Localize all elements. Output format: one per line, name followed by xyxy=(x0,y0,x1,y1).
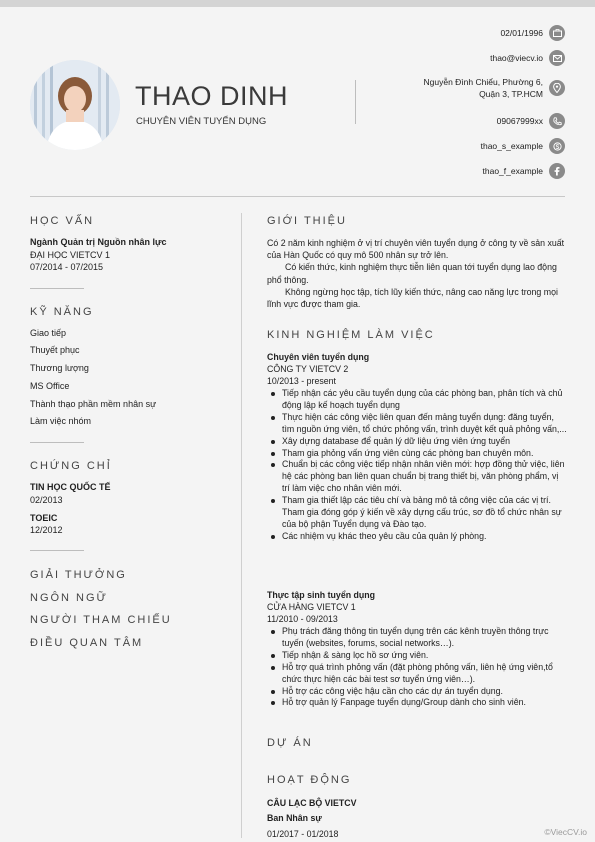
contact-address xyxy=(424,76,565,100)
job-bullet: Các nhiệm vụ khác theo yêu cầu của quản lý phòng. xyxy=(267,531,567,543)
divider xyxy=(30,550,84,551)
contact-skype xyxy=(481,138,565,154)
divider xyxy=(30,442,84,443)
contact-email xyxy=(490,50,565,66)
certificate-name: TIN HỌC QUỐC TẾ xyxy=(30,482,111,492)
intro-title: GIỚI THIỆU xyxy=(267,215,347,227)
contact-birthdate xyxy=(500,25,565,41)
contact-birthdate-text: 02/01/1996 xyxy=(500,28,543,38)
skill-item: Thương lượng xyxy=(30,363,89,373)
education-period: 07/2014 - 07/2015 xyxy=(30,262,104,272)
header-separator xyxy=(30,196,565,197)
skill-item: Thành thạo phần mềm nhân sự xyxy=(30,399,157,409)
activity-period: 01/2017 - 01/2018 xyxy=(267,829,339,839)
job-position: Chuyên viên tuyển dụng xyxy=(267,352,370,362)
briefcase-icon xyxy=(549,25,565,41)
facebook-icon xyxy=(549,163,565,179)
job-bullet: Thực hiện các công việc liên quan đến mảng tuyển dụng: đăng tuyển, tìm nguồn ứng viên, tổ chức phỏng vấn, trình duyệt kết quả phỏng vấn,... xyxy=(267,412,567,436)
contact-address-line2: Quận 3, TP.HCM xyxy=(479,89,543,99)
job-period: 10/2013 - present xyxy=(267,376,336,386)
job-period: 11/2010 - 09/2013 xyxy=(267,614,338,624)
intro-paragraph: Không ngừng học tập, tích lũy kiến thức, nâng cao năng lực trong mọi lĩnh vực được tham gia. xyxy=(267,286,558,310)
intro-paragraph: Có 2 năm kinh nghiệm ở vị trí chuyên viên tuyển dụng ở công ty về sản xuất của Hàn Quốc có quy mô 500 nhân sự trở lên. xyxy=(267,238,565,261)
contact-email-text[interactable]: thao@viecv.io xyxy=(490,53,543,63)
contact-facebook-text[interactable]: thao_f_example xyxy=(482,166,543,176)
contact-address-text xyxy=(424,76,543,100)
job-entry xyxy=(267,351,567,543)
experience-title: KINH NGHIỆM LÀM VIỆC xyxy=(267,329,435,341)
job-bullets xyxy=(267,626,567,709)
interests-title: ĐIỀU QUAN TÂM xyxy=(30,637,144,649)
profile-photo xyxy=(30,60,120,150)
column-separator xyxy=(241,213,242,838)
job-bullet: Tiếp nhận & sàng lọc hồ sơ ứng viên. xyxy=(267,650,567,662)
certificate-date: 12/2012 xyxy=(30,525,63,535)
job-bullet: Tham gia thiết lập các tiêu chí và bảng mô tả công việc của các vị trí. Tham gia đóng góp ý kiến về xây dựng cấu trúc, sơ đồ tổ chức nhân sự của bộ phận Tuyển dụng và Đào tạo. xyxy=(267,495,567,531)
activity-org: CÂU LẠC BỘ VIETCV xyxy=(267,798,357,808)
certificate-date: 02/2013 xyxy=(30,495,63,505)
mail-icon xyxy=(549,50,565,66)
skill-item: Thuyết phục xyxy=(30,345,80,355)
contact-skype-text[interactable]: thao_s_example xyxy=(480,141,543,151)
intro-paragraph: Có kiến thức, kinh nghiệm thực tiễn liên quan tới tuyển dụng lao động phổ thông. xyxy=(267,262,557,285)
skill-item: Giao tiếp xyxy=(30,328,67,338)
activities-title: HOẠT ĐỘNG xyxy=(267,774,352,786)
contact-phone-text[interactable]: 09067999xx xyxy=(496,116,543,126)
job-bullet: Phụ trách đăng thông tin tuyển dụng trên các kênh truyền thông trực tuyến (websites, forums, social networks…). xyxy=(267,626,567,650)
divider xyxy=(30,288,84,289)
projects-title: DỰ ÁN xyxy=(267,737,313,749)
job-company: CỬA HÀNG VIETCV 1 xyxy=(267,602,356,612)
job-entry xyxy=(267,589,567,709)
education-school: ĐẠI HỌC VIETCV 1 xyxy=(30,250,111,260)
activity-role: Ban Nhân sự xyxy=(267,813,322,823)
phone-icon xyxy=(549,113,565,129)
candidate-name: THAO DINH xyxy=(135,81,288,111)
job-position: Thực tập sinh tuyển dụng xyxy=(267,590,376,600)
skype-icon xyxy=(549,138,565,154)
job-bullet: Tham gia phỏng vấn ứng viên cùng các phòng ban chuyên môn. xyxy=(267,448,567,460)
location-icon xyxy=(549,80,565,96)
job-bullet: Tiếp nhận các yêu cầu tuyển dụng của các phòng ban, phân tích và chủ động lập kế hoạch tuyển dụng xyxy=(267,388,567,412)
certificate-name: TOEIC xyxy=(30,513,58,523)
job-bullet: Hỗ trợ quá trình phỏng vấn (đặt phòng phỏng vấn, liên hệ ứng viên,tổ chức thực hiện các bài test sơ tuyển ứng viên…). xyxy=(267,662,567,686)
footer-watermark: ©ViecCV.io xyxy=(544,827,587,837)
contact-phone xyxy=(497,113,565,129)
job-bullet: Xây dựng database để quản lý dữ liệu ứng viên ứng tuyển xyxy=(267,436,567,448)
languages-title: NGÔN NGỮ xyxy=(30,592,108,604)
top-bar xyxy=(0,0,595,7)
job-bullet: Hỗ trợ quản lý Fanpage tuyển dụng/Group dành cho sinh viên. xyxy=(267,697,567,709)
job-bullets xyxy=(267,388,567,543)
job-bullet: Chuẩn bị các công việc tiếp nhận nhân viên mới: hợp đồng thử việc, liên hệ các phòng ban liên quan chuẩn bị trang thiết bị, văn phòng phẩm, vị trí làm việc cho nhân viên mới. xyxy=(267,459,567,495)
certificates-title: CHỨNG CHỈ xyxy=(30,460,112,472)
activity-entry xyxy=(267,796,567,842)
skills-title: KỸ NĂNG xyxy=(30,306,94,318)
contact-facebook xyxy=(483,163,566,179)
job-bullet: Hỗ trợ các công việc hậu cần cho các dự án tuyển dụng. xyxy=(267,686,567,698)
header-divider xyxy=(355,80,356,124)
contact-address-line1: Nguyễn Đình Chiểu, Phường 6, xyxy=(423,77,543,87)
education-title: HỌC VẤN xyxy=(30,215,95,227)
references-title: NGƯỜI THAM CHIẾU xyxy=(30,614,172,626)
job-company: CÔNG TY VIETCV 2 xyxy=(267,364,349,374)
skill-item: Làm việc nhóm xyxy=(30,416,92,426)
candidate-title: CHUYÊN VIÊN TUYỂN DỤNG xyxy=(136,116,267,127)
intro-text xyxy=(267,237,567,310)
awards-title: GIẢI THƯỞNG xyxy=(30,569,127,581)
skill-item: MS Office xyxy=(30,381,70,391)
education-major: Ngành Quản trị Nguồn nhân lực xyxy=(30,237,167,247)
